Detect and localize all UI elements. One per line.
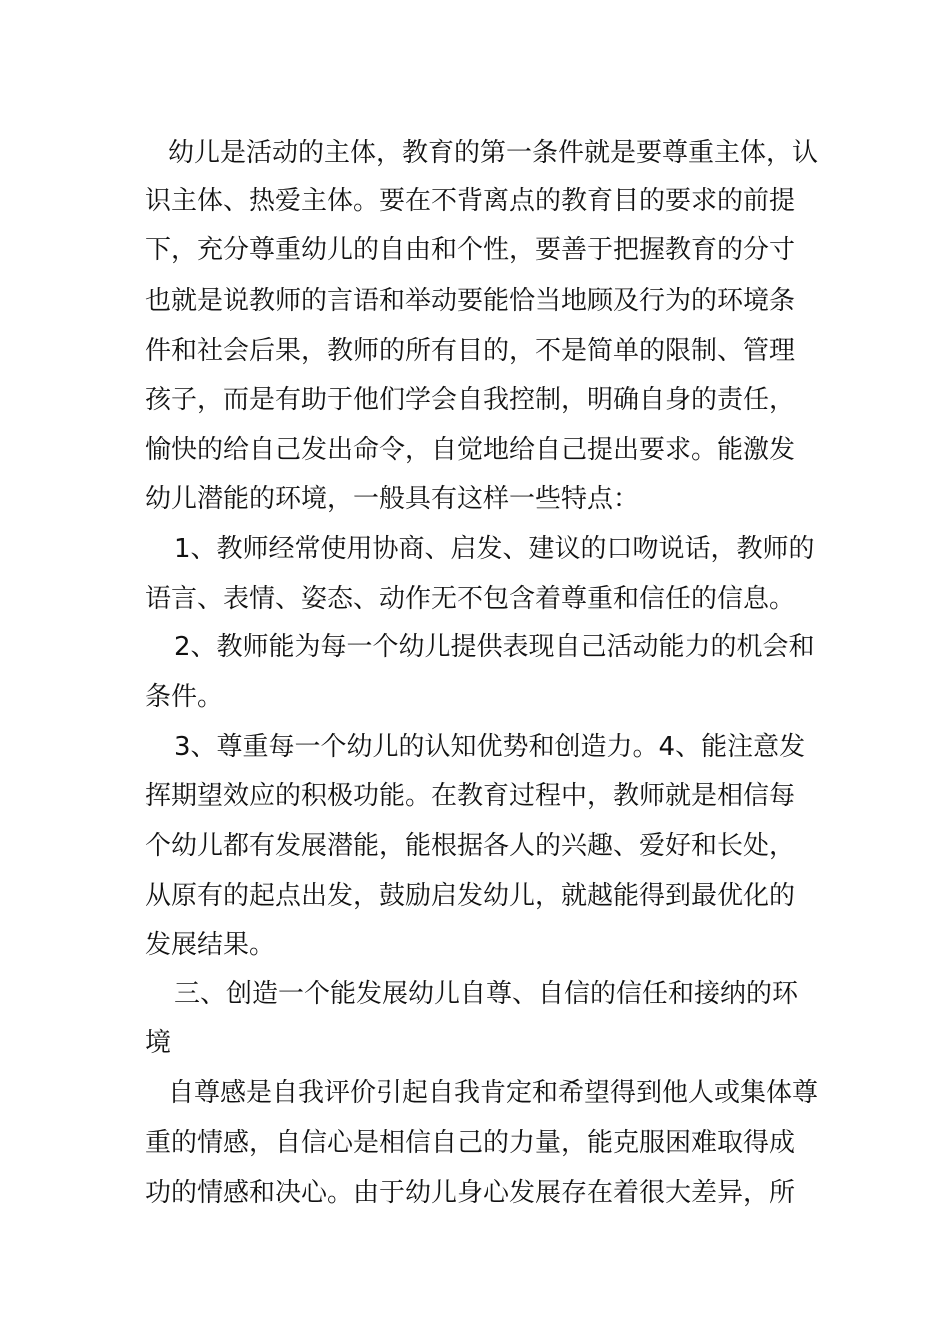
paragraph-line: 识主体、热爱主体。要在不背离点的教育目的要求的前提 <box>145 186 796 216</box>
paragraph-line: 幼儿潜能的环境，一般具有这样一些特点： <box>145 484 640 514</box>
paragraph-line: 下，充分尊重幼儿的自由和个性，要善于把握教育的分寸 <box>145 235 796 265</box>
list-item-line: 条件。 <box>145 682 224 712</box>
section-heading: 境 <box>145 1028 172 1058</box>
paragraph-line: 愉快的给自己发出命令，自觉地给自己提出要求。能激发 <box>145 435 796 465</box>
paragraph-line: 个幼儿都有发展潜能，能根据各人的兴趣、爱好和长处， <box>145 831 796 861</box>
paragraph-line: 挥期望效应的积极功能。在教育过程中，教师就是相信每 <box>145 781 796 811</box>
paragraph-line: 孩子，而是有助于他们学会自我控制，明确自身的责任， <box>145 385 796 415</box>
list-item-line: 语言、表情、姿态、动作无不包含着尊重和信任的信息。 <box>145 584 796 614</box>
paragraph-line: 重的情感，自信心是相信自己的力量，能克服困难取得成 <box>145 1128 796 1158</box>
paragraph-line: 自尊感是自我评价引起自我肯定和希望得到他人或集体尊 <box>168 1078 819 1108</box>
paragraph-line: 幼儿是活动的主体，教育的第一条件就是要尊重主体，认 <box>168 138 819 168</box>
list-item-line: 2、教师能为每一个幼儿提供表现自己活动能力的机会和 <box>174 632 815 662</box>
paragraph-line: 功的情感和决心。由于幼儿身心发展存在着很大差异，所 <box>145 1178 796 1208</box>
paragraph-line: 也就是说教师的言语和举动要能恰当地顾及行为的环境条 <box>145 286 796 316</box>
section-heading: 三、创造一个能发展幼儿自尊、自信的信任和接纳的环 <box>174 979 799 1009</box>
paragraph-line: 发展结果。 <box>145 930 276 960</box>
list-item-line: 3、尊重每一个幼儿的认知优势和创造力。4、能注意发 <box>174 732 806 762</box>
paragraph-line: 件和社会后果，教师的所有目的，不是简单的限制、管理 <box>145 336 796 366</box>
list-item-line: 1、教师经常使用协商、启发、建议的口吻说话，教师的 <box>174 534 815 564</box>
paragraph-line: 从原有的起点出发，鼓励启发幼儿，就越能得到最优化的 <box>145 881 796 911</box>
